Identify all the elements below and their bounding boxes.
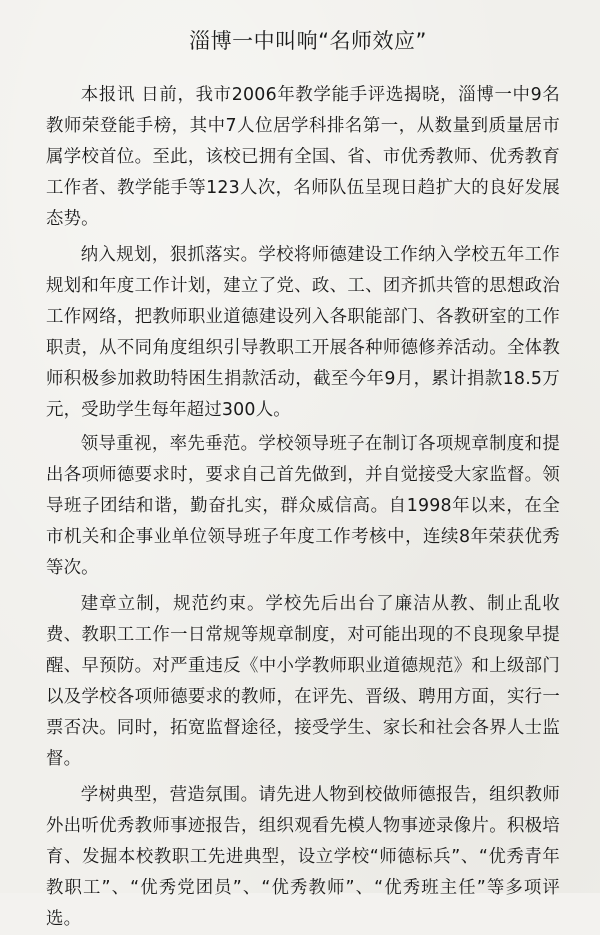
paragraph-intro: 本报讯 日前，我市2006年教学能手评选揭晓，淄博一中9名教师荣登能手榜，其中7人位居学科排名第一，从数量到质量居市属学校首位。至此，该校已拥有全国、省、市优秀教师、优秀教育工作者、教学能手等123人次，名师队伍呈现日趋扩大的良好发展态势。 <box>46 85 560 229</box>
paragraph-leadership: 领导重视，率先垂范。学校领导班子在制订各项规章制度和提出各项师德要求时，要求自己首先做到，并自觉接受大家监督。领导班子团结和谐，勤奋扎实，群众威信高。自1998年以来，在全市机关和企事业单位领导班子年度工作考核中，连续8年荣获优秀等次。 <box>46 434 560 578</box>
paragraph-planning: 纳入规划，狠抓落实。学校将师德建设工作纳入学校五年工作规划和年度工作计划，建立了党、政、工、团齐抓共管的思想政治工作网络，把教师职业道德建设列入各职能部门、各教研室的工作职责，从不同角度组织引导教职工开展各种师德修养活动。全体教师积极参加救助特困生捐款活动，截至今年9月，累计捐款18.5万元，受助学生每年超过300人。 <box>46 245 560 420</box>
paragraph-regulations: 建章立制，规范约束。学校先后出台了廉洁从教、制止乱收费、教职工工作一日常规等规章制度，对可能出现的不良现象早提醒、早预防。对严重违反《中小学教师职业道德规范》和上级部门以及学校各项师德要求的教师，在评先、晋级、聘用方面，实行一票否决。同时，拓宽监督途径，接受学生、家长和社会各界人士监督。 <box>46 594 560 769</box>
article-title: 淄博一中叫响“名师效应” <box>189 29 427 53</box>
paragraph-role-models: 学树典型，营造氛围。请先进人物到校做师德报告，组织教师外出听优秀教师事迹报告，组织观看先模人物事迹录像片。积极培育、发掘本校教职工先进典型，设立学校“师德标兵”、“优秀青年教职工”、“优秀党团员”、“优秀教师”、“优秀班主任”等多项评选。 <box>46 785 560 929</box>
